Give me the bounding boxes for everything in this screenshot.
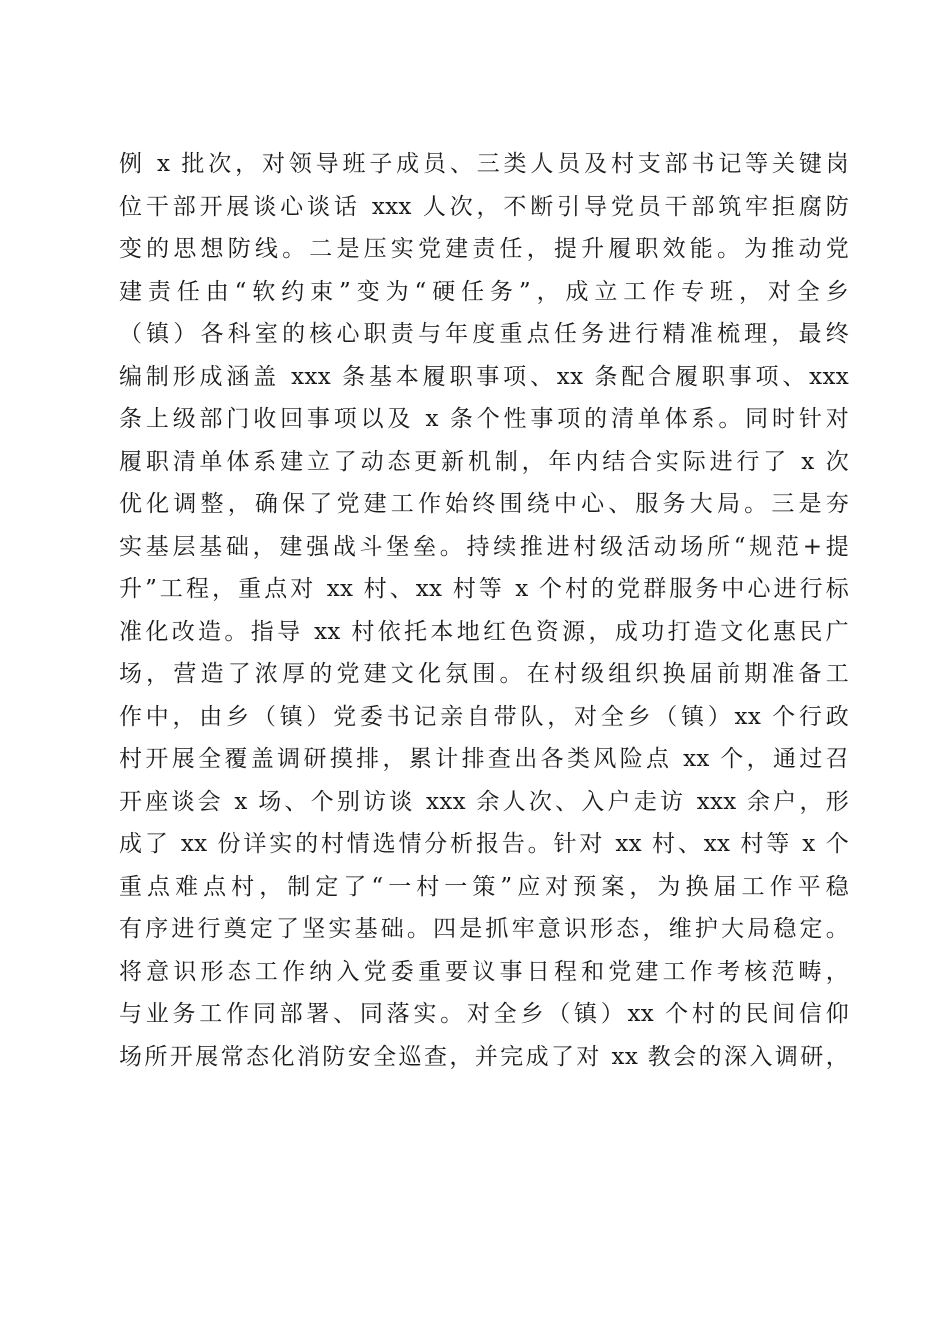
text-line-12: 准化改造。指导 xx 村依托本地红色资源，成功打造文化惠民广 xyxy=(119,618,849,645)
text-line-9: 优化调整，确保了党建工作始终围绕中心、服务大局。三是夯 xyxy=(119,491,849,517)
text-line-20: 将意识形态工作纳入党委重要议事日程和党建工作考核范畴， xyxy=(119,958,849,985)
text-line-22: 场所开展常态化消防安全巡查，并完成了对 xx 教会的深入调研， xyxy=(119,1043,849,1070)
text-line-17: 成了 xx 份详实的村情选情分析报告。针对 xx 村、xx 村等 x 个 xyxy=(119,831,849,857)
text-line-13: 场，营造了浓厚的党建文化氛围。在村级组织换届前期准备工 xyxy=(119,661,849,687)
text-line-1: 例 x 批次，对领导班子成员、三类人员及村支部书记等关键岗 xyxy=(119,151,849,177)
text-line-8: 履职清单体系建立了动态更新机制，年内结合实际进行了 x 次 xyxy=(119,448,849,475)
text-line-19: 有序进行奠定了坚实基础。四是抓牢意识形态，维护大局稳定。 xyxy=(119,916,849,942)
text-line-2: 位干部开展谈心谈话 xxx 人次，不断引导党员干部筑牢拒腐防 xyxy=(119,193,849,220)
text-line-5: （镇）各科室的核心职责与年度重点任务进行精准梳理，最终 xyxy=(119,321,849,347)
text-line-15: 村开展全覆盖调研摸排，累计排查出各类风险点 xx 个，通过召 xyxy=(119,746,849,772)
text-line-4: 建责任由“软约束”变为“硬任务”，成立工作专班，对全乡 xyxy=(119,278,849,305)
text-line-21: 与业务工作同部署、同落实。对全乡（镇）xx 个村的民间信仰 xyxy=(119,1001,849,1027)
body-paragraph xyxy=(119,143,849,1078)
text-line-18: 重点难点村，制定了“一村一策”应对预案，为换届工作平稳 xyxy=(119,873,849,900)
text-line-7: 条上级部门收回事项以及 x 条个性事项的清单体系。同时针对 xyxy=(119,406,849,432)
text-line-3: 变的思想防线。二是压实党建责任，提升履职效能。为推动党 xyxy=(119,236,849,262)
text-line-10: 实基层基础，建强战斗堡垒。持续推进村级活动场所“规范+提 xyxy=(119,533,849,560)
text-line-11: 升”工程，重点对 xx 村、xx 村等 x 个村的党群服务中心进行标 xyxy=(119,576,849,602)
text-line-14: 作中，由乡（镇）党委书记亲自带队，对全乡（镇）xx 个行政 xyxy=(119,703,849,730)
text-line-6: 编制形成涵盖 xxx 条基本履职事项、xx 条配合履职事项、xxx xyxy=(119,363,849,390)
text-line-16: 开座谈会 x 场、个别访谈 xxx 余人次、入户走访 xxx 余户，形 xyxy=(119,788,849,815)
